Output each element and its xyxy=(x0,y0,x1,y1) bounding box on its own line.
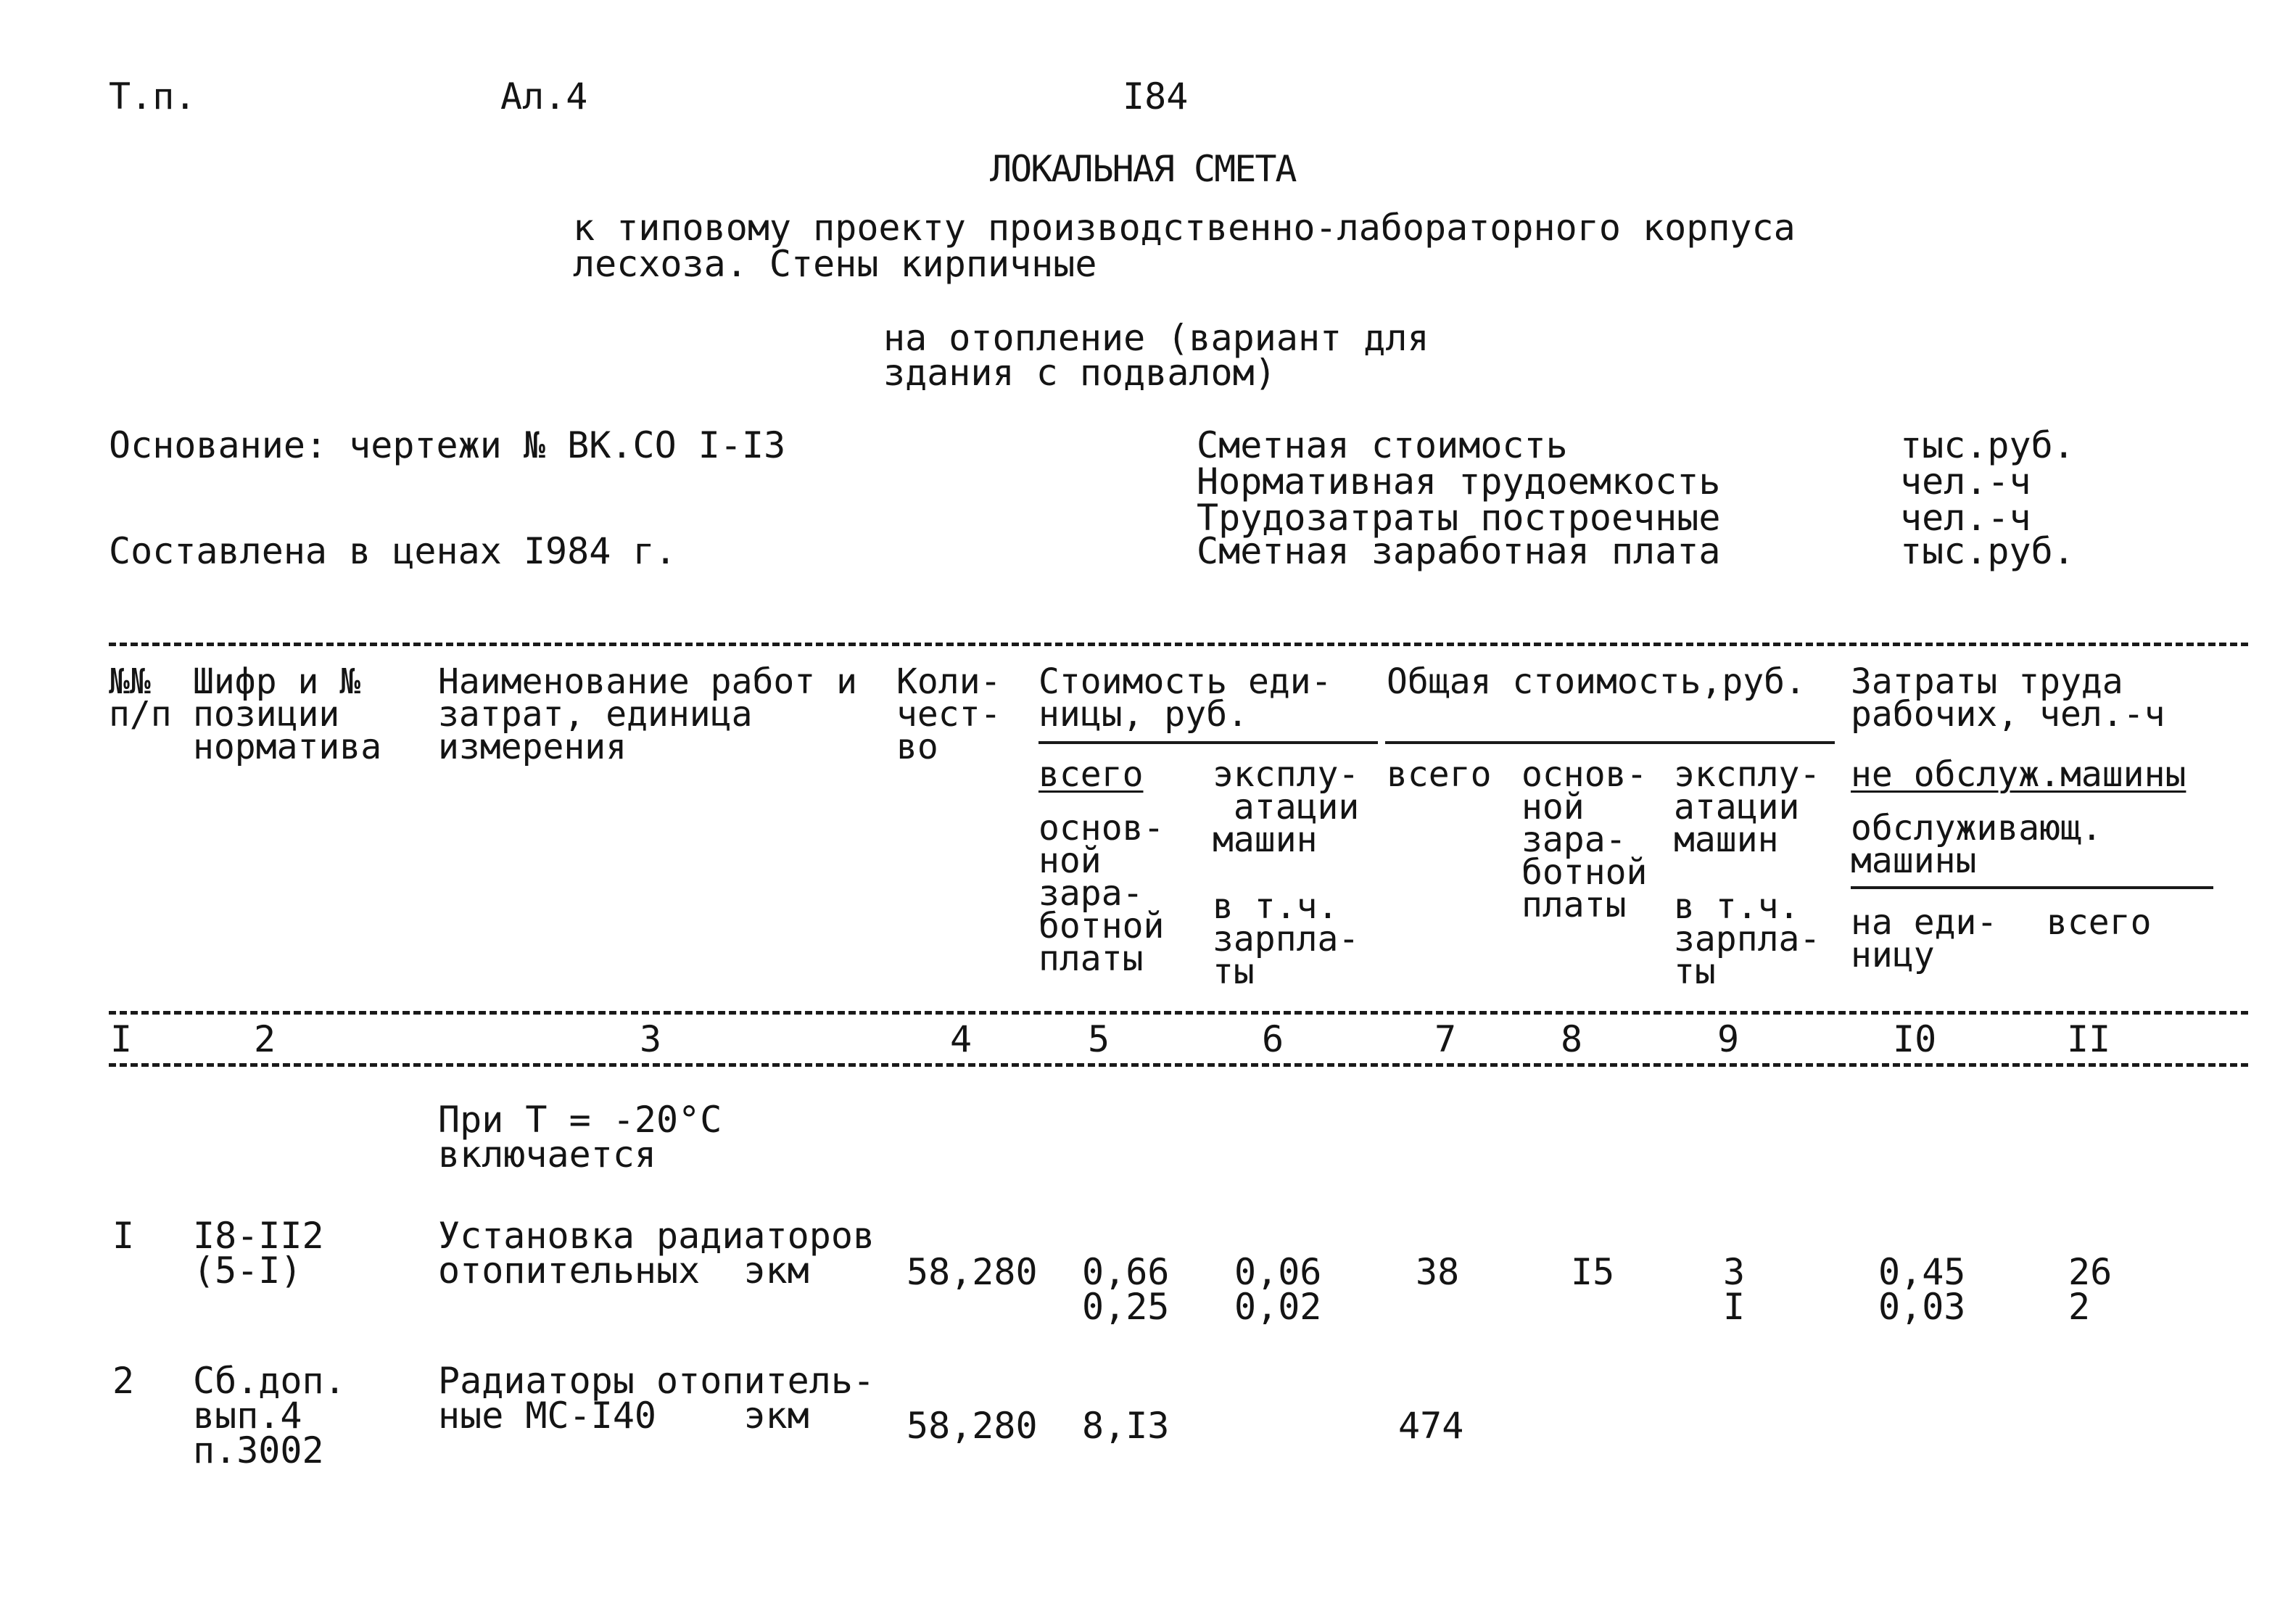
column-number-8: 8 xyxy=(1561,1018,1583,1060)
table-top-rule xyxy=(109,643,2248,646)
summary-unit-1: чел.-ч xyxy=(1900,461,2031,503)
column-number-10: I0 xyxy=(1893,1018,1937,1060)
header-unit-cost: Стоимость еди- xyxy=(1038,661,1332,702)
column-numbers-rule xyxy=(109,1063,2248,1067)
summary-unit-2: чел.-ч xyxy=(1900,497,2031,539)
row-2-total: 474 xyxy=(1398,1405,1464,1447)
total-cost-underline xyxy=(1385,741,1835,744)
album-label: Ал.4 xyxy=(500,75,588,117)
header-c5-total: всего xyxy=(1038,754,1144,795)
summary-label-0: Сметная стоимость xyxy=(1197,424,1568,466)
header-code: Шифр и № позиции норматива xyxy=(193,661,382,767)
header-quantity: Коли- чест- во xyxy=(896,661,1002,767)
row-1-labor-per-unit: 0,45 0,03 xyxy=(1878,1251,1966,1328)
row-1-total: 38 xyxy=(1416,1251,1460,1293)
row-1-unit-machines: 0,06 0,02 xyxy=(1234,1251,1322,1328)
header-c9-machines: эксплу- атации машин xyxy=(1674,754,1821,860)
prices-line: Составлена в ценах I984 г. xyxy=(109,530,677,572)
labor-serv-underline xyxy=(1851,886,2213,889)
header-c10-per-unit: на еди- ницу xyxy=(1851,902,1998,975)
row-2-unit-total: 8,I3 xyxy=(1082,1405,1170,1447)
header-c8-wages: основ- ной зара- ботной платы xyxy=(1521,754,1648,925)
basis-line: Основание: чертежи № ВК.СО I-I3 xyxy=(109,424,786,466)
header-labor-not-serving: не обслуж.машины xyxy=(1851,754,2186,795)
header-name: Наименование работ и затрат, единица измерения xyxy=(438,661,857,767)
header-c11-total: всего xyxy=(2047,902,2152,943)
column-number-5: 5 xyxy=(1088,1018,1110,1060)
column-number-2: 2 xyxy=(254,1018,276,1060)
column-number-9: 9 xyxy=(1717,1018,1740,1060)
row-2-number: 2 xyxy=(112,1360,135,1402)
row-1-name: Установка радиаторов отопительных экм xyxy=(438,1215,875,1292)
summary-unit-0: тыс.руб. xyxy=(1900,424,2075,466)
row-2-quantity: 58,280 xyxy=(907,1405,1038,1447)
header-c7-total: всего xyxy=(1387,754,1492,795)
summary-label-2: Трудозатраты построечные xyxy=(1197,497,1721,539)
row-2-name: Радиаторы отопитель- ные МС-I40 экм xyxy=(438,1360,875,1437)
column-number-4: 4 xyxy=(950,1018,973,1060)
summary-label-1: Нормативная трудоемкость xyxy=(1197,461,1721,503)
row-1-labor-total: 26 2 xyxy=(2068,1251,2113,1328)
section-note: При Т = -20°С включается xyxy=(438,1099,722,1176)
row-2-code: Сб.доп. вып.4 п.3002 xyxy=(193,1360,346,1471)
row-1-total-machines: 3 I xyxy=(1723,1251,1746,1328)
row-1-total-wages: I5 xyxy=(1571,1251,1615,1293)
header-labor: Затраты труда рабочих, чел.-ч xyxy=(1851,661,2165,735)
column-number-11: II xyxy=(2067,1018,2111,1060)
column-number-6: 6 xyxy=(1262,1018,1284,1060)
row-1-quantity: 58,280 xyxy=(907,1251,1038,1293)
tp-label: Т.п. xyxy=(109,75,197,117)
header-c5-wages: основ- ной зара- ботной платы xyxy=(1038,808,1165,979)
column-number-1: I xyxy=(110,1018,133,1060)
header-c6-wages: в т.ч. зарпла- ты xyxy=(1213,886,1360,992)
row-1-code: I8-II2 (5-I) xyxy=(193,1215,324,1292)
purpose-line-1: на отопление (вариант для xyxy=(883,317,1429,359)
header-total-cost: Общая стоимость,руб. xyxy=(1387,661,1806,702)
row-1-number: I xyxy=(112,1215,135,1257)
header-labor-serving-2: машины xyxy=(1851,841,1977,881)
header-c9-wages: в т.ч. зарпла- ты xyxy=(1674,886,1821,992)
header-labor-serving-1: обслуживающ. xyxy=(1851,808,2102,849)
header-row-number: №№ п/п xyxy=(109,661,172,735)
title-line-2: лесхоза. Стены кирпичные xyxy=(573,243,1097,285)
row-1-unit-total: 0,66 0,25 xyxy=(1082,1251,1170,1328)
header-c6-machines: эксплу- атации машин xyxy=(1213,754,1360,860)
column-number-3: 3 xyxy=(640,1018,662,1060)
page-number: I84 xyxy=(1123,75,1189,117)
summary-label-3: Сметная заработная плата xyxy=(1197,530,1721,572)
header-unit-cost-2: ницы, руб. xyxy=(1038,694,1248,735)
summary-unit-3: тыс.руб. xyxy=(1900,530,2075,572)
unit-cost-underline xyxy=(1038,741,1378,744)
purpose-line-2: здания с подвалом) xyxy=(883,352,1276,394)
table-header-bottom-rule xyxy=(109,1011,2248,1015)
column-number-7: 7 xyxy=(1434,1018,1457,1060)
title-line-1: к типовому проекту производственно-лабораторного корпуса xyxy=(573,207,1796,249)
document-title: ЛОКАЛЬНАЯ СМЕТА xyxy=(990,148,1296,190)
